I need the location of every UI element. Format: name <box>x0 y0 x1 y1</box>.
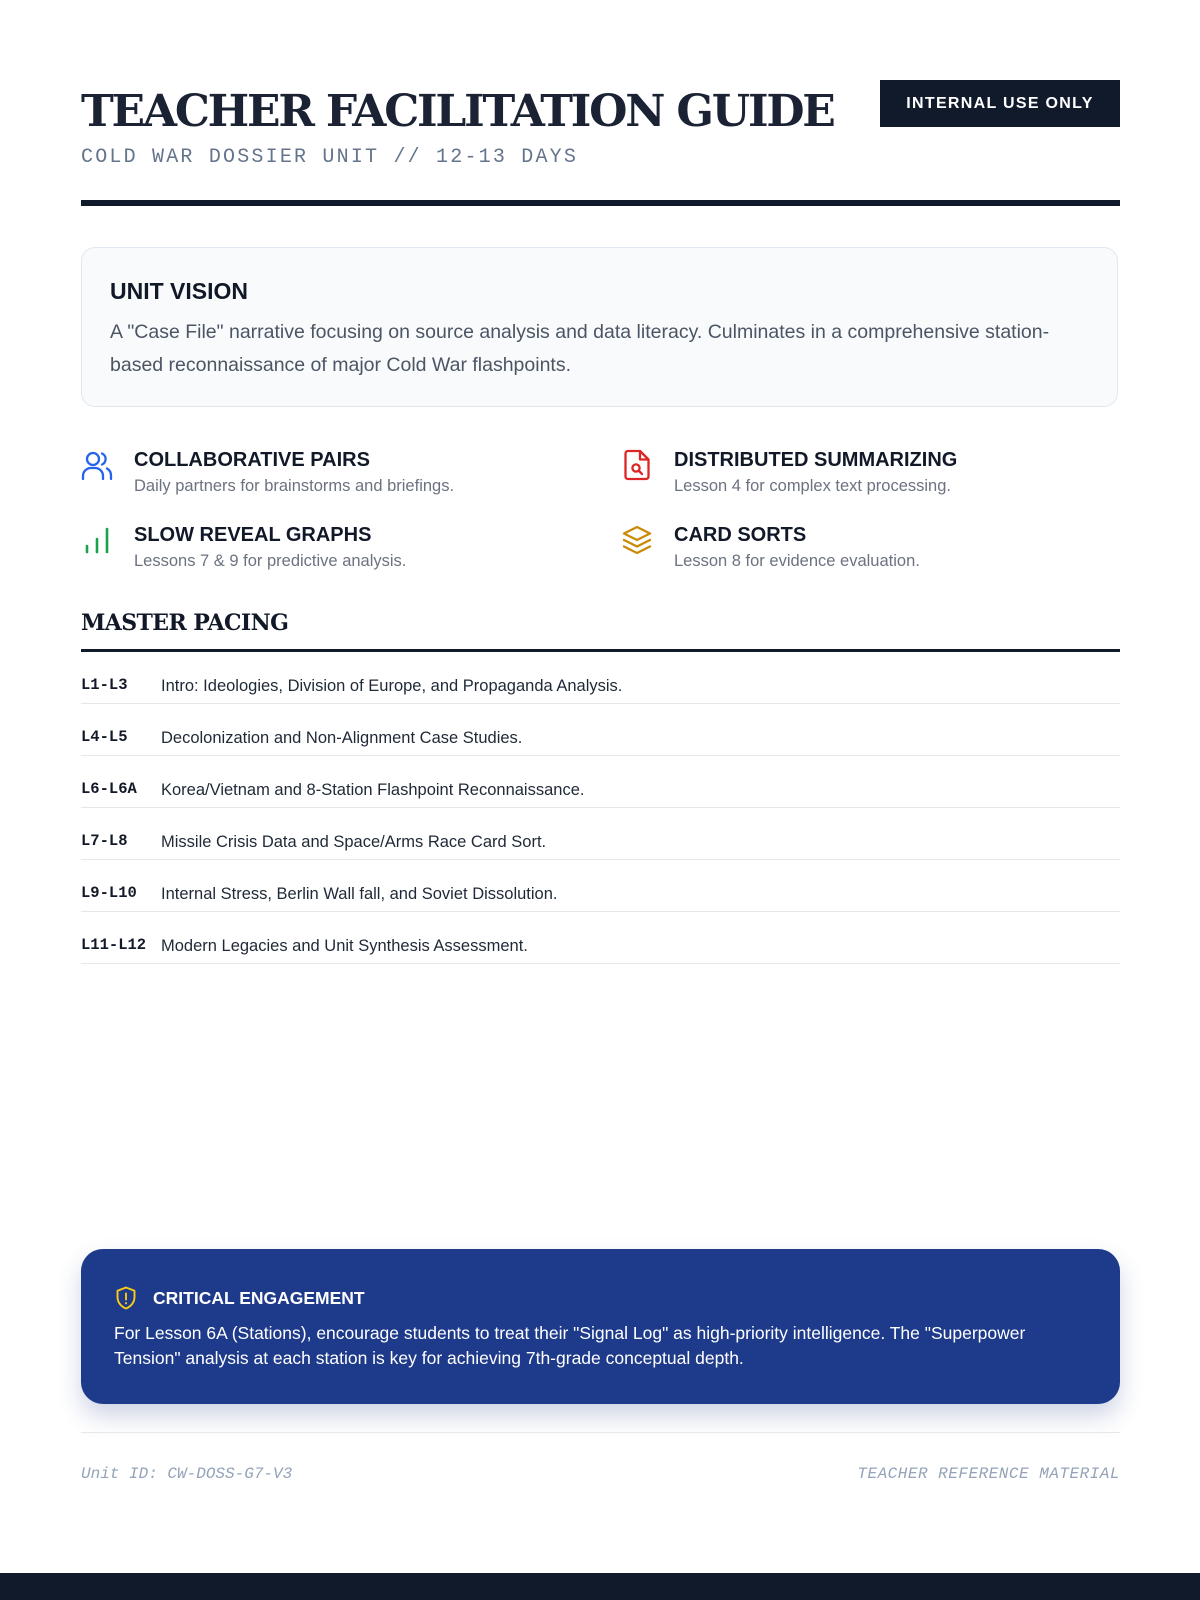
lesson-range: L1-L3 <box>81 676 128 694</box>
unit-id: Unit ID: CW-DOSS-G7-V3 <box>81 1465 293 1483</box>
file-search-icon <box>621 449 653 481</box>
lesson-description: Intro: Ideologies, Division of Europe, and Propaganda Analysis. <box>161 677 623 695</box>
lesson-range: L6-L6A <box>81 780 137 798</box>
unit-vision-body: A "Case File" narrative focusing on source analysis and data literacy. Culminates in a comprehensive station-based reconnaissance of major Cold War flashpoints. <box>110 321 1050 376</box>
page-title: TEACHER FACILITATION GUIDE <box>81 86 834 137</box>
page-subtitle: COLD WAR DOSSIER UNIT // 12-13 DAYS <box>81 146 579 169</box>
lesson-description: Missile Crisis Data and Space/Arms Race Card Sort. <box>161 833 547 851</box>
strategy-title: COLLABORATIVE PAIRS <box>134 449 370 471</box>
pacing-row <box>81 860 1120 912</box>
strategy-description: Lesson 4 for complex text processing. <box>674 477 951 495</box>
bar-chart-icon <box>81 524 113 556</box>
lesson-description: Korea/Vietnam and 8-Station Flashpoint Reconnaissance. <box>161 781 585 799</box>
bottom-bar <box>0 1573 1200 1600</box>
strategy-slow-reveal-graphs <box>81 524 581 580</box>
pacing-row <box>81 704 1120 756</box>
lesson-range: L4-L5 <box>81 728 128 746</box>
critical-engagement-body: For Lesson 6A (Stations), encourage students to treat their "Signal Log" as high-priority intelligence. The "Superpower Tension" analysis at each station is key for achieving 7th-grade conceptual depth. <box>114 1323 1026 1368</box>
pacing-list <box>81 652 1120 964</box>
lesson-range: L7-L8 <box>81 832 128 850</box>
lesson-description: Modern Legacies and Unit Synthesis Assessment. <box>161 937 528 955</box>
footer-label: TEACHER REFERENCE MATERIAL <box>857 1465 1120 1483</box>
users-icon <box>81 449 113 481</box>
layers-icon <box>621 524 653 556</box>
strategy-card-sorts <box>621 524 1121 580</box>
strategy-description: Lessons 7 & 9 for predictive analysis. <box>134 552 407 570</box>
strategy-distributed-summarizing <box>621 449 1121 505</box>
pacing-row <box>81 756 1120 808</box>
lesson-range: L9-L10 <box>81 884 137 902</box>
critical-engagement-title: CRITICAL ENGAGEMENT <box>153 1288 365 1308</box>
strategy-description: Daily partners for brainstorms and briefings. <box>134 477 455 495</box>
shield-alert-icon <box>115 1286 137 1310</box>
strategy-description: Lesson 8 for evidence evaluation. <box>674 552 920 570</box>
critical-engagement-callout <box>81 1249 1120 1404</box>
lesson-description: Decolonization and Non-Alignment Case Studies. <box>161 729 523 747</box>
strategy-collaborative-pairs <box>81 449 581 505</box>
pacing-row <box>81 808 1120 860</box>
lesson-range: L11-L12 <box>81 936 147 954</box>
strategy-title: CARD SORTS <box>674 524 807 546</box>
footer-divider <box>81 1432 1120 1433</box>
strategy-title: DISTRIBUTED SUMMARIZING <box>674 449 958 471</box>
strategy-title: SLOW REVEAL GRAPHS <box>134 524 372 546</box>
master-pacing-heading: MASTER PACING <box>81 610 289 636</box>
unit-vision-heading: UNIT VISION <box>110 278 249 304</box>
header-divider <box>81 200 1120 206</box>
unit-vision-card <box>81 247 1118 407</box>
internal-use-badge: INTERNAL USE ONLY <box>880 80 1120 127</box>
lesson-description: Internal Stress, Berlin Wall fall, and Soviet Dissolution. <box>161 885 558 903</box>
document-page <box>81 0 1120 1600</box>
pacing-row <box>81 912 1120 964</box>
pacing-row <box>81 652 1120 704</box>
